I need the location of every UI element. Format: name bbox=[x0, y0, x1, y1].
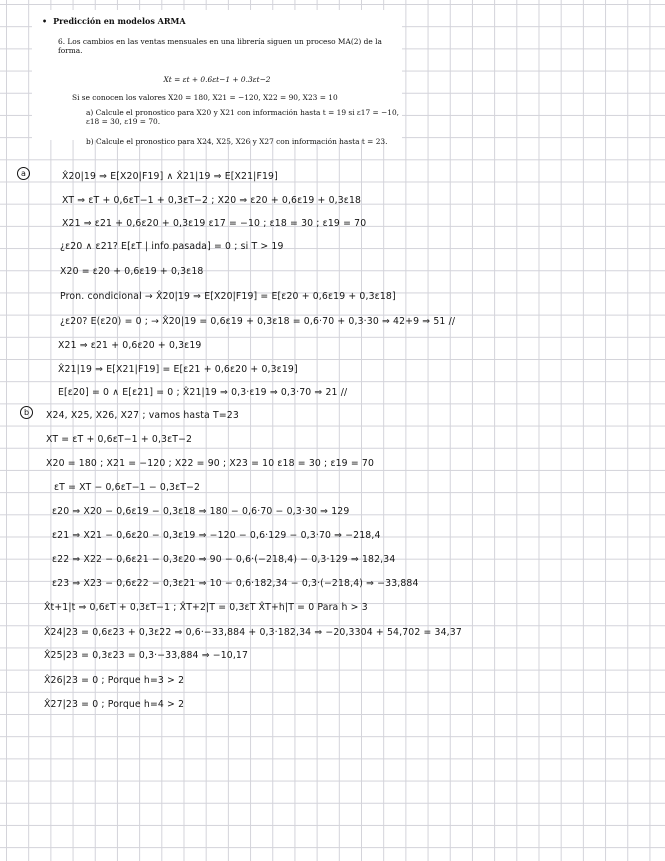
handwritten-line: X̂t+1|t ⇒ 0,6εT + 0,3εT−1 ; X̂T+2|T = 0,3εT X̂T+h|T = 0 Para h > 3 bbox=[44, 602, 368, 613]
part-a-label: a bbox=[17, 167, 30, 180]
known-values: Si se conocen los valores X20 = 180, X21 = −120, X22 = 90, X23 = 10 bbox=[72, 93, 338, 102]
handwritten-line: ¿ε20? E(ε20) = 0 ; → X̂20|19 = 0,6ε19 + 0,3ε18 = 0,6·70 + 0,3·30 ⇒ 42+9 ⇒ 51 // bbox=[60, 316, 456, 327]
handwritten-line: ε22 ⇒ X22 − 0,6ε21 − 0,3ε20 ⇒ 90 − 0,6·(−218,4) − 0,3·129 ⇒ 182,34 bbox=[52, 554, 396, 565]
section-title-text: Predicción en modelos ARMA bbox=[53, 16, 186, 26]
handwritten-line: X̂26|23 = 0 ; Porque h=3 > 2 bbox=[44, 675, 185, 686]
handwritten-line: X̂24|23 = 0,6ε23 + 0,3ε22 ⇒ 0,6·−33,884 + 0,3·182,34 ⇒ −20,3304 + 54,702 = 34,37 bbox=[44, 627, 462, 638]
bullet: • bbox=[42, 16, 48, 26]
ma2-equation: Xt = εt + 0.6εt−1 + 0.3εt−2 bbox=[163, 75, 271, 84]
handwritten-line: X̂20|19 ⇒ E[X20|F19] ∧ X̂21|19 ⇒ E[X21|F19] bbox=[62, 171, 278, 182]
part-b-label: b bbox=[20, 406, 33, 419]
handwritten-line: εT = XT − 0,6εT−1 − 0,3εT−2 bbox=[54, 482, 201, 493]
handwritten-line: X̂25|23 = 0,3ε23 = 0,3·−33,884 ⇒ −10,17 bbox=[44, 650, 249, 661]
handwritten-line: X21 ⇒ ε21 + 0,6ε20 + 0,3ε19 ε17 = −10 ; ε18 = 30 ; ε19 = 70 bbox=[62, 218, 367, 229]
handwritten-line: X20 = ε20 + 0,6ε19 + 0,3ε18 bbox=[60, 266, 204, 277]
handwritten-line: X̂27|23 = 0 ; Porque h=4 > 2 bbox=[44, 699, 185, 710]
handwritten-line: E[ε20] = 0 ∧ E[ε21] = 0 ; X̂21|19 ⇒ 0,3·ε19 ⇒ 0,3·70 ⇒ 21 // bbox=[58, 387, 348, 398]
handwritten-line: ε20 ⇒ X20 − 0,6ε19 − 0,3ε18 ⇒ 180 − 0,6·70 − 0,3·30 ⇒ 129 bbox=[52, 506, 350, 517]
handwritten-line: X̂21|19 ⇒ E[X21|F19] = E[ε21 + 0,6ε20 + 0,3ε19] bbox=[58, 364, 298, 375]
printed-exercise bbox=[32, 10, 402, 146]
section-title bbox=[42, 16, 186, 26]
handwritten-line: XT ⇒ εT + 0,6εT−1 + 0,3εT−2 ; X20 ⇒ ε20 + 0,6ε19 + 0,3ε18 bbox=[62, 195, 362, 206]
handwritten-line: X20 = 180 ; X21 = −120 ; X22 = 90 ; X23 = 10 ε18 = 30 ; ε19 = 70 bbox=[46, 458, 375, 469]
handwritten-line: XT = εT + 0,6εT−1 + 0,3εT−2 bbox=[46, 434, 193, 445]
handwritten-line: X21 ⇒ ε21 + 0,6ε20 + 0,3ε19 bbox=[58, 340, 202, 351]
handwritten-line: Pron. condicional → X̂20|19 ⇒ E[X20|F19] = E[ε20 + 0,6ε19 + 0,3ε18] bbox=[60, 291, 396, 302]
handwritten-line: ¿ε20 ∧ ε21? E[εT | info pasada] = 0 ; si T > 19 bbox=[60, 241, 284, 252]
question-b: b) Calcule el pronostico para X24, X25, X26 y X27 con información hasta t = 23. bbox=[86, 137, 388, 146]
handwritten-line: X24, X25, X26, X27 ; vamos hasta T=23 bbox=[46, 410, 239, 421]
question-a: a) Calcule el pronostico para X20 y X21 con información hasta t = 19 si ε17 = −10, ε18 = 30, ε19 = 70. bbox=[86, 108, 399, 127]
handwritten-line: ε23 ⇒ X23 − 0,6ε22 − 0,3ε21 ⇒ 10 − 0,6·182,34 − 0,3·(−218,4) ⇒ −33,884 bbox=[52, 578, 419, 589]
problem-statement: 6. Los cambios en las ventas mensuales en una librería siguen un proceso MA(2) de la forma. bbox=[58, 37, 382, 56]
handwritten-line: ε21 ⇒ X21 − 0,6ε20 − 0,3ε19 ⇒ −120 − 0,6·129 − 0,3·70 ⇒ −218,4 bbox=[52, 530, 381, 541]
